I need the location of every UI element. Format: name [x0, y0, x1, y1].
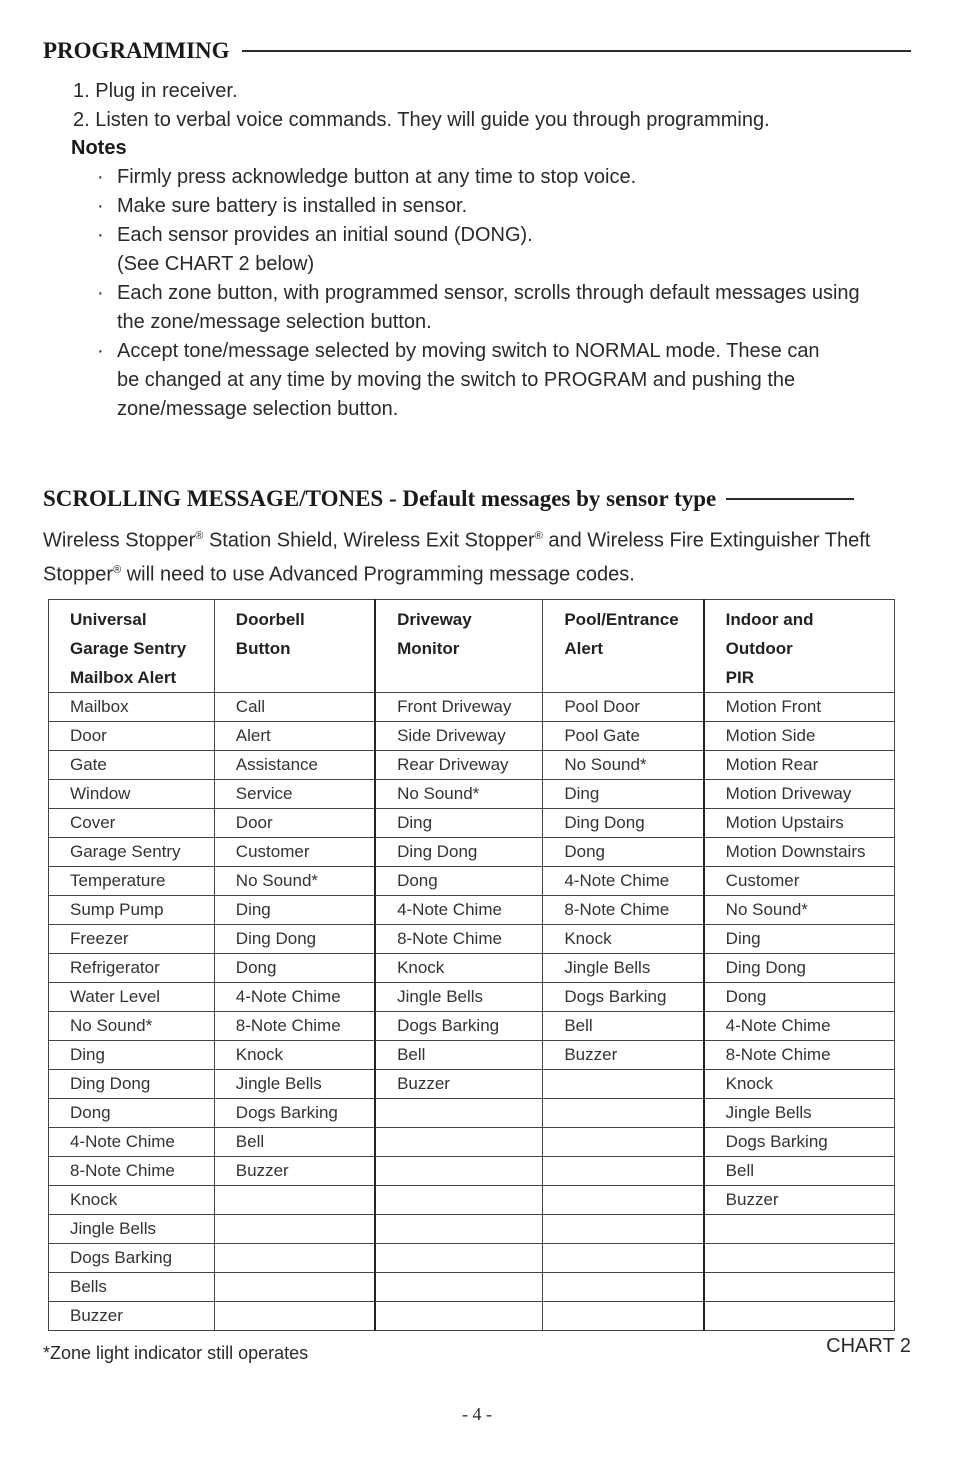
table-cell — [375, 1157, 543, 1186]
table-cell: Knock — [543, 925, 704, 954]
column-header-line: Driveway — [397, 610, 472, 629]
table-row — [49, 838, 895, 867]
table-cell: Jingle Bells — [704, 1099, 895, 1128]
table-cell: Bell — [214, 1128, 375, 1157]
table-cell: Knock — [375, 954, 543, 983]
notes-label: Notes — [71, 137, 127, 159]
note-line: Accept tone/message selected by moving switch to NORMAL mode. These can — [117, 340, 820, 362]
table-cell: Ding Dong — [214, 925, 375, 954]
table-cell: Dogs Barking — [214, 1099, 375, 1128]
bullet-icon: · — [97, 224, 104, 246]
programming-heading-text: PROGRAMMING — [43, 38, 230, 63]
chart-label: CHART 2 — [826, 1335, 911, 1357]
table-cell: Dogs Barking — [704, 1128, 895, 1157]
column-header-line: Universal — [70, 610, 147, 629]
table-cell — [543, 1273, 704, 1302]
table-cell: 4-Note Chime — [49, 1128, 215, 1157]
table-cell: Ding — [375, 809, 543, 838]
table-row — [49, 1273, 895, 1302]
column-header — [543, 600, 704, 693]
table-cell: Jingle Bells — [214, 1070, 375, 1099]
table-row — [49, 1070, 895, 1099]
note-line: zone/message selection button. — [117, 398, 399, 420]
column-header-line: Outdoor — [725, 639, 793, 658]
table-cell: Door — [49, 722, 215, 751]
table-cell: Window — [49, 780, 215, 809]
table-cell: Alert — [214, 722, 375, 751]
column-header-line: Mailbox Alert — [70, 668, 177, 687]
table-cell: Ding — [704, 925, 895, 954]
table-row — [49, 751, 895, 780]
note-line: be changed at any time by moving the switch to PROGRAM and pushing the — [117, 369, 796, 391]
table-row — [49, 1244, 895, 1273]
table-row — [49, 1128, 895, 1157]
table-cell: Sump Pump — [49, 896, 215, 925]
table-cell: Customer — [214, 838, 375, 867]
table-cell: Ding — [214, 896, 375, 925]
table-cell: Buzzer — [375, 1070, 543, 1099]
note-line: Each zone button, with programmed sensor, scrolls through default messages using — [117, 282, 860, 304]
registered-mark: ® — [113, 563, 122, 576]
table-cell: Ding Dong — [375, 838, 543, 867]
table-cell — [543, 1215, 704, 1244]
column-header-line: Pool/Entrance — [564, 610, 679, 629]
step-2: 2. Listen to verbal voice commands. They will guide you through programming. — [73, 109, 770, 131]
table-cell — [375, 1302, 543, 1331]
registered-mark: ® — [195, 530, 204, 542]
table-cell — [543, 1070, 704, 1099]
table-row — [49, 896, 895, 925]
table-cell: 4-Note Chime — [214, 983, 375, 1012]
column-header-line: Alert — [564, 639, 604, 658]
table-cell: Garage Sentry — [49, 838, 215, 867]
table-cell: Rear Driveway — [375, 751, 543, 780]
table-cell: Jingle Bells — [375, 983, 543, 1012]
intro-text: will need to use Advanced Programming message codes. — [121, 563, 635, 586]
table-cell — [214, 1215, 375, 1244]
table-cell: Bell — [543, 1012, 704, 1041]
note-line: the zone/message selection button. — [117, 311, 432, 333]
table-body — [49, 693, 895, 1331]
note-line: Make sure battery is installed in sensor. — [117, 195, 468, 217]
table-row — [49, 809, 895, 838]
table-cell: Dong — [375, 867, 543, 896]
table-cell: Bell — [375, 1041, 543, 1070]
column-header-line: Button — [235, 639, 291, 658]
table-cell: Cover — [49, 809, 215, 838]
scrolling-heading-text: SCROLLING MESSAGE/TONES - Default messages by sensor type — [43, 486, 717, 511]
table-cell: Buzzer — [704, 1186, 895, 1215]
table-cell: Refrigerator — [49, 954, 215, 983]
bullet-icon: · — [97, 166, 104, 188]
bullet-icon: · — [97, 282, 104, 304]
registered-mark: ® — [534, 530, 543, 542]
table-cell: 8-Note Chime — [49, 1157, 215, 1186]
programming-heading — [43, 38, 911, 64]
table-cell: Side Driveway — [375, 722, 543, 751]
bullet-icon: · — [97, 195, 104, 217]
table-row — [49, 1186, 895, 1215]
table-cell: Customer — [704, 867, 895, 896]
column-header-line: Monitor — [397, 639, 460, 658]
table-cell: Ding — [49, 1041, 215, 1070]
table-cell — [375, 1099, 543, 1128]
table-cell — [543, 1244, 704, 1273]
heading-rule — [726, 498, 854, 500]
table-cell: No Sound* — [49, 1012, 215, 1041]
table-cell: Ding — [543, 780, 704, 809]
table-cell — [214, 1302, 375, 1331]
column-header — [49, 600, 215, 693]
table-cell: Motion Downstairs — [704, 838, 895, 867]
note-line: (See CHART 2 below) — [117, 253, 315, 275]
step-1: 1. Plug in receiver. — [73, 80, 238, 102]
table-cell — [214, 1244, 375, 1273]
table-cell: Ding Dong — [543, 809, 704, 838]
intro-text: Wireless Stopper — [43, 529, 196, 552]
table-cell: Motion Upstairs — [704, 809, 895, 838]
table-cell: Call — [214, 693, 375, 722]
table-cell: 8-Note Chime — [704, 1041, 895, 1070]
message-chart-table — [48, 599, 895, 1331]
table-cell: Assistance — [214, 751, 375, 780]
note-line: Each sensor provides an initial sound (DONG). — [117, 224, 533, 246]
table-cell: Knock — [214, 1041, 375, 1070]
table-cell: Dong — [214, 954, 375, 983]
table-row — [49, 693, 895, 722]
table-cell: Dong — [543, 838, 704, 867]
table-cell: Front Driveway — [375, 693, 543, 722]
table-row — [49, 867, 895, 896]
table-cell: Dong — [704, 983, 895, 1012]
table-cell — [214, 1186, 375, 1215]
table-cell: 8-Note Chime — [214, 1012, 375, 1041]
table-cell: No Sound* — [375, 780, 543, 809]
column-header-line: PIR — [725, 668, 755, 687]
table-cell: Jingle Bells — [49, 1215, 215, 1244]
table-cell: Ding Dong — [704, 954, 895, 983]
table-cell — [375, 1186, 543, 1215]
table-cell: Mailbox — [49, 693, 215, 722]
bullet-icon: · — [97, 340, 104, 362]
note-line: Firmly press acknowledge button at any time to stop voice. — [117, 166, 637, 188]
table-cell: No Sound* — [543, 751, 704, 780]
page-number: - 4 - — [462, 1404, 492, 1424]
table-cell: No Sound* — [214, 867, 375, 896]
table-cell: Dogs Barking — [375, 1012, 543, 1041]
table-cell: Dogs Barking — [543, 983, 704, 1012]
table-cell — [543, 1186, 704, 1215]
table-cell: Buzzer — [49, 1302, 215, 1331]
table-cell: 4-Note Chime — [375, 896, 543, 925]
table-cell — [704, 1273, 895, 1302]
scrolling-heading — [43, 486, 911, 512]
column-header-line: Indoor and — [725, 610, 814, 629]
table-cell — [704, 1244, 895, 1273]
table-cell: Bells — [49, 1273, 215, 1302]
table-cell: Motion Side — [704, 722, 895, 751]
table-row — [49, 1012, 895, 1041]
table-header-row — [49, 600, 895, 693]
table-cell: Pool Gate — [543, 722, 704, 751]
table-cell: Service — [214, 780, 375, 809]
table-cell — [543, 1302, 704, 1331]
table-cell — [704, 1215, 895, 1244]
table-cell: Water Level — [49, 983, 215, 1012]
table-row — [49, 1099, 895, 1128]
table-cell — [704, 1302, 895, 1331]
table-row — [49, 1157, 895, 1186]
table-cell: Temperature — [49, 867, 215, 896]
table-cell — [543, 1157, 704, 1186]
table-cell — [375, 1128, 543, 1157]
column-header — [214, 600, 375, 693]
table-cell: Buzzer — [214, 1157, 375, 1186]
column-header — [704, 600, 895, 693]
table-cell: Gate — [49, 751, 215, 780]
table-cell: Knock — [704, 1070, 895, 1099]
table-cell: Bell — [704, 1157, 895, 1186]
column-header — [375, 600, 543, 693]
table-cell: Ding Dong — [49, 1070, 215, 1099]
intro-text: and Wireless Fire Extinguisher Theft — [542, 529, 871, 552]
intro-text: Station Shield, Wireless Exit Stopper — [203, 529, 535, 552]
table-row — [49, 722, 895, 751]
table-cell: Motion Driveway — [704, 780, 895, 809]
column-header-line: Garage Sentry — [70, 639, 187, 658]
table-cell: 4-Note Chime — [704, 1012, 895, 1041]
table-row — [49, 983, 895, 1012]
table-cell — [543, 1128, 704, 1157]
column-header-line: Doorbell — [235, 610, 305, 629]
scrolling-intro — [43, 522, 918, 589]
table-cell: Dong — [49, 1099, 215, 1128]
table-cell — [543, 1099, 704, 1128]
table-cell: 4-Note Chime — [543, 867, 704, 896]
table-cell: Door — [214, 809, 375, 838]
table-row — [49, 780, 895, 809]
table-cell — [375, 1244, 543, 1273]
table-row — [49, 1041, 895, 1070]
table-cell: Motion Front — [704, 693, 895, 722]
table-cell — [214, 1273, 375, 1302]
table-cell: 8-Note Chime — [375, 925, 543, 954]
table-row — [49, 925, 895, 954]
table-cell: 8-Note Chime — [543, 896, 704, 925]
table-cell: No Sound* — [704, 896, 895, 925]
footnote: *Zone light indicator still operates — [43, 1343, 309, 1363]
table-cell — [375, 1215, 543, 1244]
table-row — [49, 1302, 895, 1331]
table-cell: Knock — [49, 1186, 215, 1215]
intro-text: Stopper — [43, 563, 114, 586]
heading-rule — [242, 50, 911, 52]
table-row — [49, 954, 895, 983]
table-cell: Motion Rear — [704, 751, 895, 780]
table-cell: Freezer — [49, 925, 215, 954]
table-cell: Buzzer — [543, 1041, 704, 1070]
table-cell: Pool Door — [543, 693, 704, 722]
table-row — [49, 1215, 895, 1244]
table-cell — [375, 1273, 543, 1302]
table-cell: Jingle Bells — [543, 954, 704, 983]
table-cell: Dogs Barking — [49, 1244, 215, 1273]
